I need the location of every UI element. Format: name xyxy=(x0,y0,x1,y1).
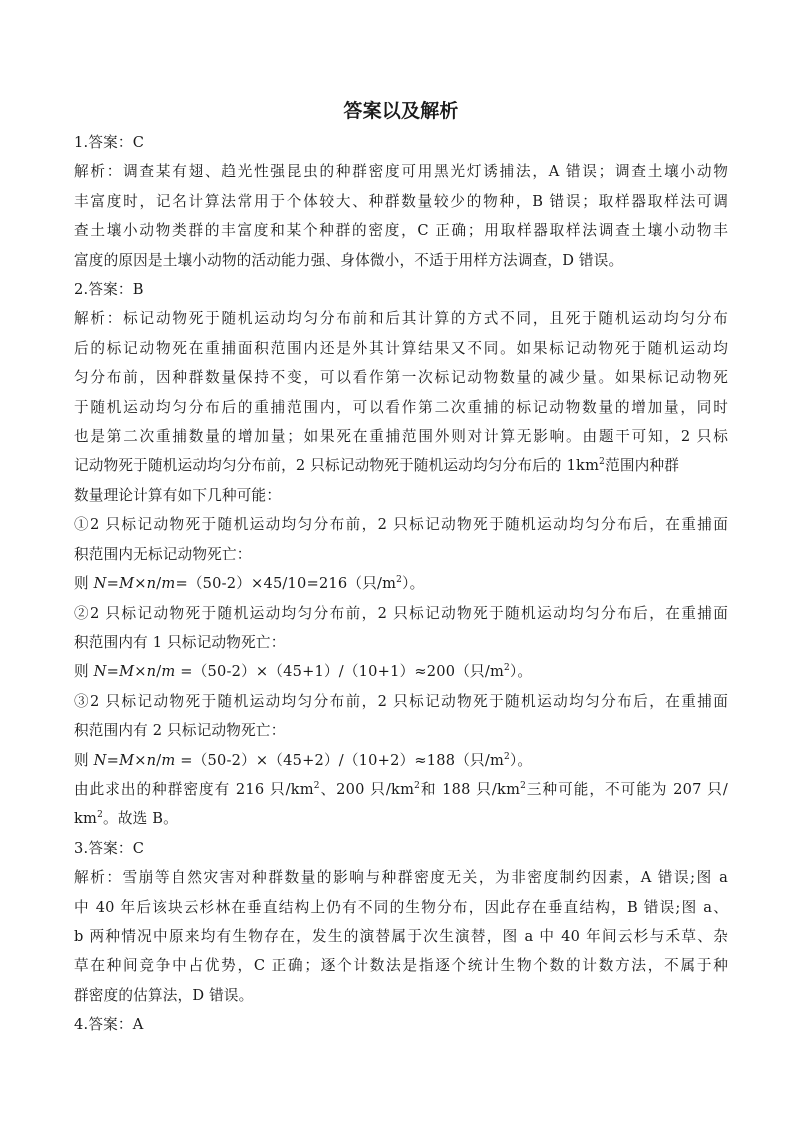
q3-explanation-line: b 两种情况中原来均有生物存在，发生的演替属于次生演替，图 a 中 40 年间云杉与禾草、杂 xyxy=(74,927,728,945)
q2-explanation-line: 也是第二次重捕数量的增加量；如果死在重捕范围外则对计算无影响。由题干可知，2 只标 xyxy=(74,428,728,446)
q3-explanation-line: 解析：雪崩等自然灾害对种群数量的影响与种群密度无关，为非密度制约因素，A 错误;图 a xyxy=(74,869,728,887)
q2-formula-3: 则 N=M×n/m =（50-2）×（45+2）/（10+2）≈188（只$/m^2$）。 xyxy=(74,751,533,769)
q2-explanation-line: 于随机运动均匀分布后的重捕范围内，可以看作第二次重捕的标记动物数量的增加量，同时 xyxy=(74,398,728,416)
q3-explanation-line: 草在种间竞争中占优势，C 正确；逐个计数法是指逐个统计生物个数的计数方法，不属于种 xyxy=(74,957,728,975)
q1-explanation-line: 查土壤小动物类群的丰富度和某个种群的密度，C 正确；用取样器取样法调查土壤小动物丰 xyxy=(74,222,728,240)
q1-explanation-line: 解析：调查某有翅、趋光性强昆虫的种群密度可用黑光灯诱捕法，A 错误；调查土壤小动物 xyxy=(74,163,728,181)
q2-formula-2: 则 N=M×n/m =（50-2）×（45+1）/（10+1）≈200（只$/m^2$）。 xyxy=(74,663,533,681)
q2-explanation-line: 记动物死于随机运动均匀分布前，2 只标记动物死于随机运动均匀分布后的 $1km^2$范围内种群 xyxy=(74,457,680,475)
q4-answer: 4.答案：A xyxy=(74,1016,144,1034)
q2-explanation-line: 数量理论计算有如下几种可能： xyxy=(74,486,282,504)
q2-summary: 由此求出的种群密度有 216 只$/km^2$、200 只$/km^2$和 188 只$/km^2$三种可能，不可能为 207 只/ xyxy=(74,780,728,798)
q2-case-2: ②2 只标记动物死于随机运动均匀分布前，2 只标记动物死于随机运动均匀分布后，在重捕面 xyxy=(74,604,728,622)
q2-case-2: 积范围内有 1 只标记动物死亡： xyxy=(74,633,286,651)
q1-explanation-line: 丰富度时，记名计算法常用于个体较大、种群数量较少的物种，B 错误；取样器取样法可调 xyxy=(74,192,728,210)
q2-case-1: 积范围内无标记动物死亡： xyxy=(74,545,252,563)
q2-explanation-line: 解析：标记动物死于随机运动均匀分布前和后其计算的方式不同，且死于随机运动均匀分布 xyxy=(74,310,728,328)
q2-case-3: ③2 只标记动物死于随机运动均匀分布前，2 只标记动物死于随机运动均匀分布后，在重捕面 xyxy=(74,692,728,710)
q3-explanation-line: 群密度的估算法，D 错误。 xyxy=(74,986,254,1004)
q3-answer: 3.答案：C xyxy=(74,839,145,857)
q2-case-1: ①2 只标记动物死于随机运动均匀分布前，2 只标记动物死于随机运动均匀分布后，在重捕面 xyxy=(74,516,728,534)
q2-explanation-line: 匀分布前，因种群数量保持不变，可以看作第一次标记动物数量的减少量。如果标记动物死 xyxy=(74,369,728,387)
q1-answer: 1.答案：C xyxy=(74,134,145,151)
q2-formula-1: 则 N=M×n/m=（50-2）×45/10=216（只$/m^2$）。 xyxy=(74,575,425,593)
q2-answer: 2.答案：B xyxy=(74,281,144,299)
q1-explanation-line: 富度的原因是土壤小动物的活动能力强、身体微小，不适于用样方法调查，D 错误。 xyxy=(74,251,624,269)
answer-document xyxy=(74,96,728,1040)
q3-explanation-line: 中 40 年后该块云杉林在垂直结构上仍有不同的生物分布，因此存在垂直结构，B 错误;图 a、 xyxy=(74,898,728,916)
q2-explanation-line: 后的标记动物死在重捕面积范围内还是外其计算结果又不同。如果标记动物死于随机运动均 xyxy=(74,339,728,357)
q2-summary: $km^2$。故选 B。 xyxy=(74,810,178,828)
page-title: 答案以及解析 xyxy=(343,100,459,122)
q2-case-3: 积范围内有 2 只标记动物死亡： xyxy=(74,722,286,740)
